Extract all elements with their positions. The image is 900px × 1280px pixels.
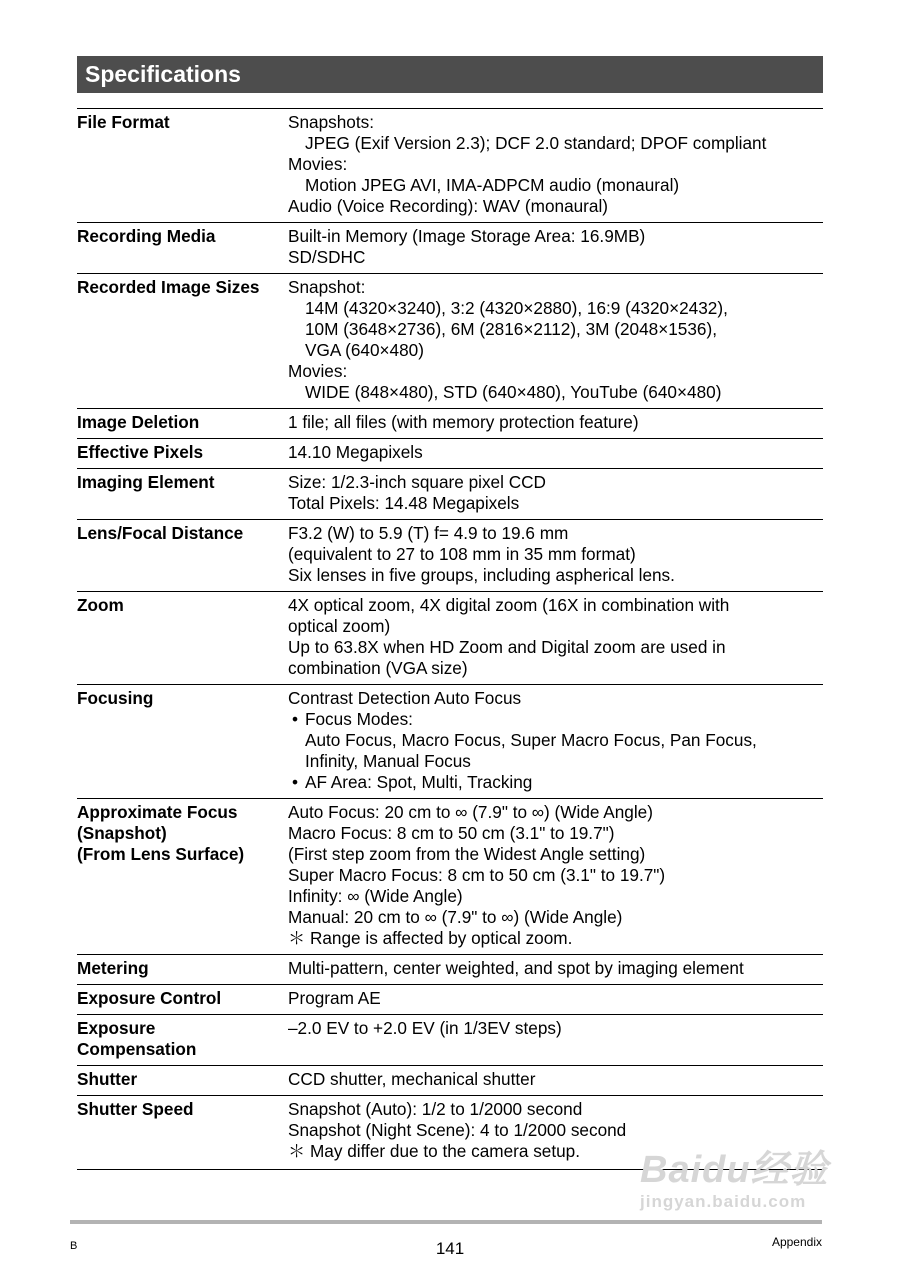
spec-value-line: 4X optical zoom, 4X digital zoom (16X in combination with: [288, 595, 730, 615]
spec-value-line: Manual: 20 cm to ∞ (7.9" to ∞) (Wide Angle): [288, 907, 623, 927]
spec-value-line: Program AE: [288, 988, 381, 1008]
spec-value-line: Audio (Voice Recording): WAV (monaural): [288, 196, 609, 216]
spec-bullet-text: Focus Modes:: [305, 709, 413, 729]
spec-value: [288, 988, 823, 1009]
spec-value-line: Movies:: [288, 154, 348, 174]
spec-value-line: 14.10 Megapixels: [288, 442, 423, 462]
spec-label-line: Shutter: [77, 1069, 138, 1089]
spec-value: [288, 958, 823, 979]
spec-bullet-line: [288, 772, 823, 793]
footer-code: B: [70, 1240, 78, 1252]
spec-value-line: Snapshot (Night Scene): 4 to 1/2000 second: [288, 1120, 627, 1140]
spec-label: [77, 1018, 288, 1060]
spec-label-line: Exposure: [77, 1018, 156, 1038]
spec-row: [77, 409, 823, 439]
spec-label-line: Effective Pixels: [77, 442, 204, 462]
spec-value: [288, 688, 823, 793]
spec-row: [77, 1066, 823, 1096]
spec-value-line: Built-in Memory (Image Storage Area: 16.9MB): [288, 226, 646, 246]
spec-value: [288, 226, 823, 268]
spec-label: [77, 958, 288, 979]
spec-label-line: File Format: [77, 112, 170, 132]
spec-label-line: Compensation: [77, 1039, 197, 1059]
spec-value: [288, 523, 823, 586]
spec-value-line: JPEG (Exif Version 2.3); DCF 2.0 standard; DPOF compliant: [305, 133, 767, 153]
spec-value-line: Up to 63.8X when HD Zoom and Digital zoom are used in: [288, 637, 726, 657]
spec-bullet-text: AF Area: Spot, Multi, Tracking: [305, 772, 533, 792]
spec-row: [77, 469, 823, 520]
spec-row: [77, 985, 823, 1015]
spec-label: [77, 112, 288, 217]
section-header: [77, 56, 823, 93]
spec-table: [77, 108, 823, 1170]
spec-value-line: Macro Focus: 8 cm to 50 cm (3.1" to 19.7"): [288, 823, 615, 843]
spec-value: [288, 412, 823, 433]
spec-label: [77, 442, 288, 463]
spec-label: [77, 595, 288, 679]
spec-value: [288, 112, 823, 217]
spec-value-line: 10M (3648×2736), 6M (2816×2112), 3M (2048×1536),: [305, 319, 717, 339]
footer-divider: [70, 1220, 822, 1224]
spec-label: [77, 412, 288, 433]
page-number: 141: [435, 1239, 465, 1258]
spec-label-line: (Snapshot): [77, 823, 167, 843]
spec-value-line: WIDE (848×480), STD (640×480), YouTube (640×480): [305, 382, 722, 402]
spec-value: [288, 1099, 823, 1162]
bullet-icon: •: [292, 772, 299, 792]
spec-value-line: ＊ Range is affected by optical zoom.: [288, 928, 573, 948]
spec-label: [77, 277, 288, 403]
footer-section-label: Appendix: [771, 1235, 822, 1249]
spec-value-line: Infinity: ∞ (Wide Angle): [288, 886, 463, 906]
spec-value-line: –2.0 EV to +2.0 EV (in 1/3EV steps): [288, 1018, 562, 1038]
spec-value-line: SD/SDHC: [288, 247, 366, 267]
spec-value: [288, 802, 823, 949]
watermark-url: jingyan.baidu.com: [640, 1192, 807, 1211]
spec-value: [288, 472, 823, 514]
spec-row: [77, 274, 823, 409]
spec-row: [77, 520, 823, 592]
spec-label-line: Imaging Element: [77, 472, 215, 492]
spec-label: [77, 988, 288, 1009]
spec-label: [77, 1069, 288, 1090]
spec-value-line: Total Pixels: 14.48 Megapixels: [288, 493, 520, 513]
spec-label-line: Focusing: [77, 688, 154, 708]
spec-row: [77, 1096, 823, 1169]
spec-bullet-line: [288, 709, 823, 730]
spec-value-line: Size: 1/2.3-inch square pixel CCD: [288, 472, 546, 492]
spec-label-line: (From Lens Surface): [77, 844, 245, 864]
spec-label: [77, 1099, 288, 1162]
spec-value-line: Auto Focus: 20 cm to ∞ (7.9" to ∞) (Wide Angle): [288, 802, 653, 822]
spec-value-line: (equivalent to 27 to 108 mm in 35 mm format): [288, 544, 636, 564]
spec-row: [77, 955, 823, 985]
spec-label-line: Recording Media: [77, 226, 216, 246]
spec-label-line: Exposure Control: [77, 988, 222, 1008]
spec-row: [77, 685, 823, 799]
spec-row: [77, 1015, 823, 1066]
spec-label-line: Approximate Focus: [77, 802, 238, 822]
spec-value: [288, 1018, 823, 1060]
spec-value-line: Snapshot:: [288, 277, 366, 297]
spec-value-line: combination (VGA size): [288, 658, 468, 678]
spec-row: [77, 592, 823, 685]
spec-value-line: optical zoom): [288, 616, 391, 636]
spec-value: [288, 442, 823, 463]
spec-value: [288, 277, 823, 403]
spec-value-line: 14M (4320×3240), 3:2 (4320×2880), 16:9 (4320×2432),: [305, 298, 728, 318]
spec-label: [77, 523, 288, 586]
spec-value-line: ＊ May differ due to the camera setup.: [288, 1141, 581, 1161]
bullet-icon: •: [292, 709, 299, 729]
spec-value-line: Snapshot (Auto): 1/2 to 1/2000 second: [288, 1099, 583, 1119]
spec-label: [77, 802, 288, 949]
spec-label-line: Recorded Image Sizes: [77, 277, 260, 297]
spec-value-line: Auto Focus, Macro Focus, Super Macro Focus, Pan Focus,: [305, 730, 757, 750]
spec-value-line: Movies:: [288, 361, 348, 381]
spec-value-line: Contrast Detection Auto Focus: [288, 688, 522, 708]
spec-value-line: Super Macro Focus: 8 cm to 50 cm (3.1" to 19.7"): [288, 865, 666, 885]
spec-label-line: Lens/Focal Distance: [77, 523, 244, 543]
spec-label-line: Image Deletion: [77, 412, 200, 432]
spec-value-line: Multi-pattern, center weighted, and spot by imaging element: [288, 958, 744, 978]
page-title: Specifications: [85, 61, 241, 87]
spec-label-line: Shutter Speed: [77, 1099, 194, 1119]
spec-label: [77, 688, 288, 793]
spec-value-line: 1 file; all files (with memory protection feature): [288, 412, 639, 432]
watermark-logo: Baidu经验: [640, 1149, 829, 1191]
spec-value-line: Six lenses in five groups, including aspherical lens.: [288, 565, 675, 585]
spec-row: [77, 223, 823, 274]
spec-label: [77, 226, 288, 268]
spec-value: [288, 1069, 823, 1090]
spec-label-line: Metering: [77, 958, 149, 978]
spec-value-line: CCD shutter, mechanical shutter: [288, 1069, 536, 1089]
spec-value: [288, 595, 823, 679]
spec-value-line: Infinity, Manual Focus: [305, 751, 471, 771]
spec-row: [77, 109, 823, 223]
spec-value-line: VGA (640×480): [305, 340, 424, 360]
spec-value-line: F3.2 (W) to 5.9 (T) f= 4.9 to 19.6 mm: [288, 523, 569, 543]
spec-value-line: Motion JPEG AVI, IMA-ADPCM audio (monaural): [305, 175, 680, 195]
spec-row: [77, 439, 823, 469]
spec-value-line: Snapshots:: [288, 112, 374, 132]
spec-label: [77, 472, 288, 514]
spec-value-line: (First step zoom from the Widest Angle setting): [288, 844, 646, 864]
spec-label-line: Zoom: [77, 595, 124, 615]
spec-row: [77, 799, 823, 955]
